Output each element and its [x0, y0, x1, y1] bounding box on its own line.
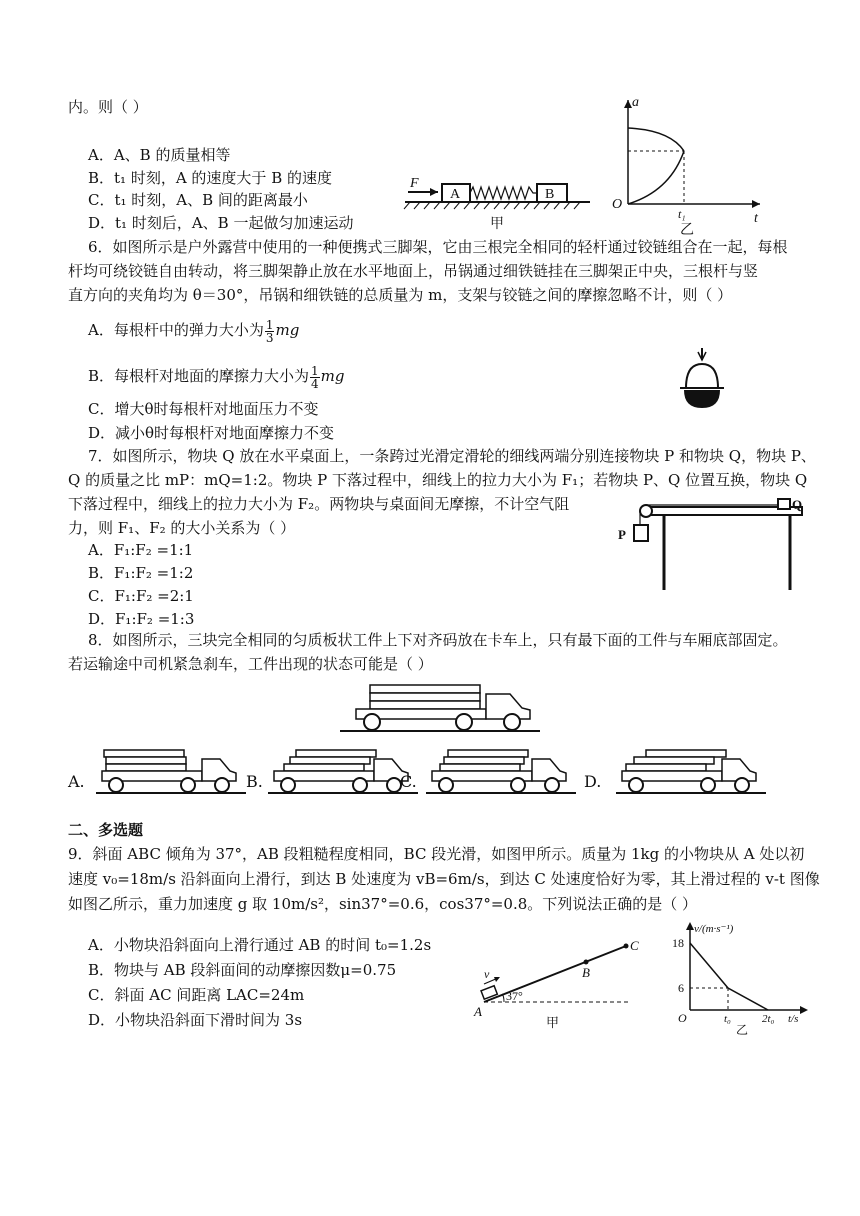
section-heading-multi-choice: 二、多选题 — [68, 821, 144, 839]
q7-line-2: Q 的质量之比 mP：mQ=1:2。物块 P 下落过程中，细线上的拉力大小为 F₁；若物块 P、Q 位置互换，物块 Q — [68, 471, 808, 489]
q8-option-c-label[interactable]: C. — [400, 772, 417, 791]
q9-vt-line — [690, 943, 768, 1010]
curve-a — [628, 128, 684, 151]
q6-option-b-text: B．每根杆对地面的摩擦力大小为 — [88, 367, 310, 385]
q8-option-a-truck[interactable] — [96, 745, 246, 805]
q8-option-a-label[interactable]: A. — [68, 772, 85, 791]
q6-stem — [68, 235, 788, 307]
q5-origin: O — [612, 197, 623, 212]
q9-point-c: C — [630, 938, 639, 953]
q6-option-a-mg: mg — [275, 321, 300, 339]
q9-caption-jia: 甲 — [546, 1015, 560, 1030]
q7-label-q: Q — [792, 497, 803, 512]
q8-option-b-truck[interactable] — [268, 745, 418, 805]
q9-stem — [68, 842, 820, 917]
q6-line-2: 杆均可绕铰链自由转动，将三脚架静止放在水平地面上，吊锅通过细铁链挂在三脚架正中央，三根杆与竖 — [68, 262, 759, 280]
q9-tick-t0: t₀ — [724, 1013, 731, 1025]
q5-option-d[interactable]: D．t₁ 时刻后，A、B 一起做匀加速运动 — [88, 214, 354, 232]
q8-option-b-label[interactable]: B. — [246, 772, 263, 791]
q9-origin: O — [678, 1011, 687, 1025]
q8-truck-main — [340, 680, 540, 740]
block-q — [778, 499, 790, 509]
q5-caption-jia: 甲 — [490, 217, 504, 232]
q9-y-axis-label: v/(m·s⁻¹) — [694, 923, 734, 935]
q9-option-c[interactable]: C．斜面 AC 间距离 LAC=24m — [88, 986, 305, 1004]
q6-option-a[interactable] — [88, 316, 299, 344]
q9-tick-2t0: 2t₀ — [762, 1013, 775, 1025]
q9-y-tick-6: 6 — [678, 981, 684, 995]
q9-velocity-label: v — [484, 967, 490, 981]
q8-option-c-truck[interactable] — [426, 745, 576, 805]
q7-line-3: 下落过程中，细线上的拉力大小为 F₂。两物块与桌面间无摩擦，不计空气阻 — [68, 495, 570, 513]
q5-t1: t₁ — [678, 207, 686, 221]
q6-option-c[interactable]: C．增大θ时每根杆对地面压力不变 — [88, 400, 319, 418]
q9-option-d[interactable]: D．小物块沿斜面下滑时间为 3s — [88, 1011, 303, 1029]
q7-table-figure — [612, 495, 822, 595]
q5-caption-yi: 乙 — [680, 223, 694, 238]
q7-option-a[interactable]: A．F₁:F₂ =1:1 — [88, 541, 194, 559]
block-b-label: B — [545, 187, 555, 202]
q8-option-d-truck[interactable] — [616, 745, 766, 805]
pulley — [640, 505, 652, 517]
q9-y-tick-18: 18 — [672, 936, 684, 950]
q9-line-3: 如图乙所示，重力加速度 g 取 10m/s²，sin37°=0.6，cos37°=0.8。下列说法正确的是（ ） — [68, 895, 698, 913]
q6-pot-figure — [672, 348, 732, 418]
q7-option-c[interactable]: C．F₁:F₂ =2:1 — [88, 587, 194, 605]
q5-axis-a: a — [632, 95, 639, 110]
q9-incline-figure — [470, 930, 650, 1030]
q9-angle-label: 37° — [506, 989, 523, 1003]
q7-option-b[interactable]: B．F₁:F₂ =1:2 — [88, 564, 194, 582]
q5-option-a[interactable]: A．A、B 的质量相等 — [88, 146, 231, 164]
q5-figure-jia — [400, 170, 600, 230]
q5-option-b[interactable]: B．t₁ 时刻，A 的速度大于 B 的速度 — [88, 169, 332, 187]
q8-line-2: 若运输途中司机紧急刹车，工件出现的状态可能是（ ） — [68, 655, 433, 673]
q9-option-b[interactable]: B．物块与 AB 段斜面间的动摩擦因数μ=0.75 — [88, 961, 397, 979]
q6-option-a-text: A．每根杆中的弹力大小为 — [88, 321, 264, 339]
spring — [470, 187, 537, 199]
q8-stem — [68, 628, 788, 676]
q5-stem-tail: 内。则（ ） — [68, 98, 148, 116]
q6-option-b-mg: mg — [320, 367, 345, 385]
block-a-label: A — [450, 187, 461, 202]
q9-line-1: 9．斜面 ABC 倾角为 37°，AB 段粗糙程度相同，BC 段光滑，如图甲所示。质量为 1kg 的小物块从 A 处以初 — [68, 845, 805, 863]
q5-option-c[interactable]: C．t₁ 时刻，A、B 间的距离最小 — [88, 191, 308, 209]
q6-line-1: 6．如图所示是户外露营中使用的一种便携式三脚架，它由三根完全相同的轻杆通过铰链组合在一起，每根 — [88, 238, 788, 256]
q6-option-b[interactable] — [88, 362, 345, 390]
fraction-one-third: $\frac{1}{3}$ — [265, 317, 274, 345]
q7-line-1: 7．如图所示，物块 Q 放在水平桌面上，一条跨过光滑定滑轮的细线两端分别连接物块 P 和物块 Q，物块 P、 — [88, 447, 816, 465]
q8-option-d-label[interactable]: D. — [584, 772, 602, 791]
q9-point-a: A — [474, 1004, 482, 1019]
q9-line-2: 速度 v₀=18m/s 沿斜面向上滑行，到达 B 处速度为 vB=6m/s，到达 C 处速度恰好为零，其上滑过程的 v-t 图像 — [68, 870, 820, 888]
q7-option-d[interactable]: D．F₁:F₂ =1:3 — [88, 610, 195, 628]
q9-x-axis-label: t/s — [788, 1013, 799, 1025]
q9-caption-yi: 乙 — [736, 1023, 749, 1037]
q5-figure-yi — [610, 96, 770, 236]
q6-line-3: 直方向的夹角均为 θ＝30°，吊锅和细铁链的总质量为 m，支架与铰链之间的摩擦忽略不计，则（ ） — [68, 286, 733, 304]
curve-b — [628, 151, 684, 204]
q7-line-4: 力，则 F₁、F₂ 的大小关系为（ ） — [68, 519, 296, 537]
q9-vt-graph — [668, 918, 818, 1036]
q9-point-b: B — [582, 965, 590, 980]
q5-axis-t: t — [754, 211, 758, 226]
block-p — [634, 525, 648, 541]
q5-force-label: F — [410, 176, 419, 191]
q6-option-d[interactable]: D．减小θ时每根杆对地面摩擦力不变 — [88, 424, 335, 442]
q7-label-p: P — [618, 527, 626, 542]
q9-option-a[interactable]: A．小物块沿斜面向上滑行通过 AB 的时间 t₀=1.2s — [88, 936, 432, 954]
fraction-one-fourth: $\frac{1}{4}$ — [311, 363, 319, 391]
q8-line-1: 8．如图所示，三块完全相同的匀质板状工件上下对齐码放在卡车上，只有最下面的工件与车厢底部固定。 — [88, 631, 788, 649]
